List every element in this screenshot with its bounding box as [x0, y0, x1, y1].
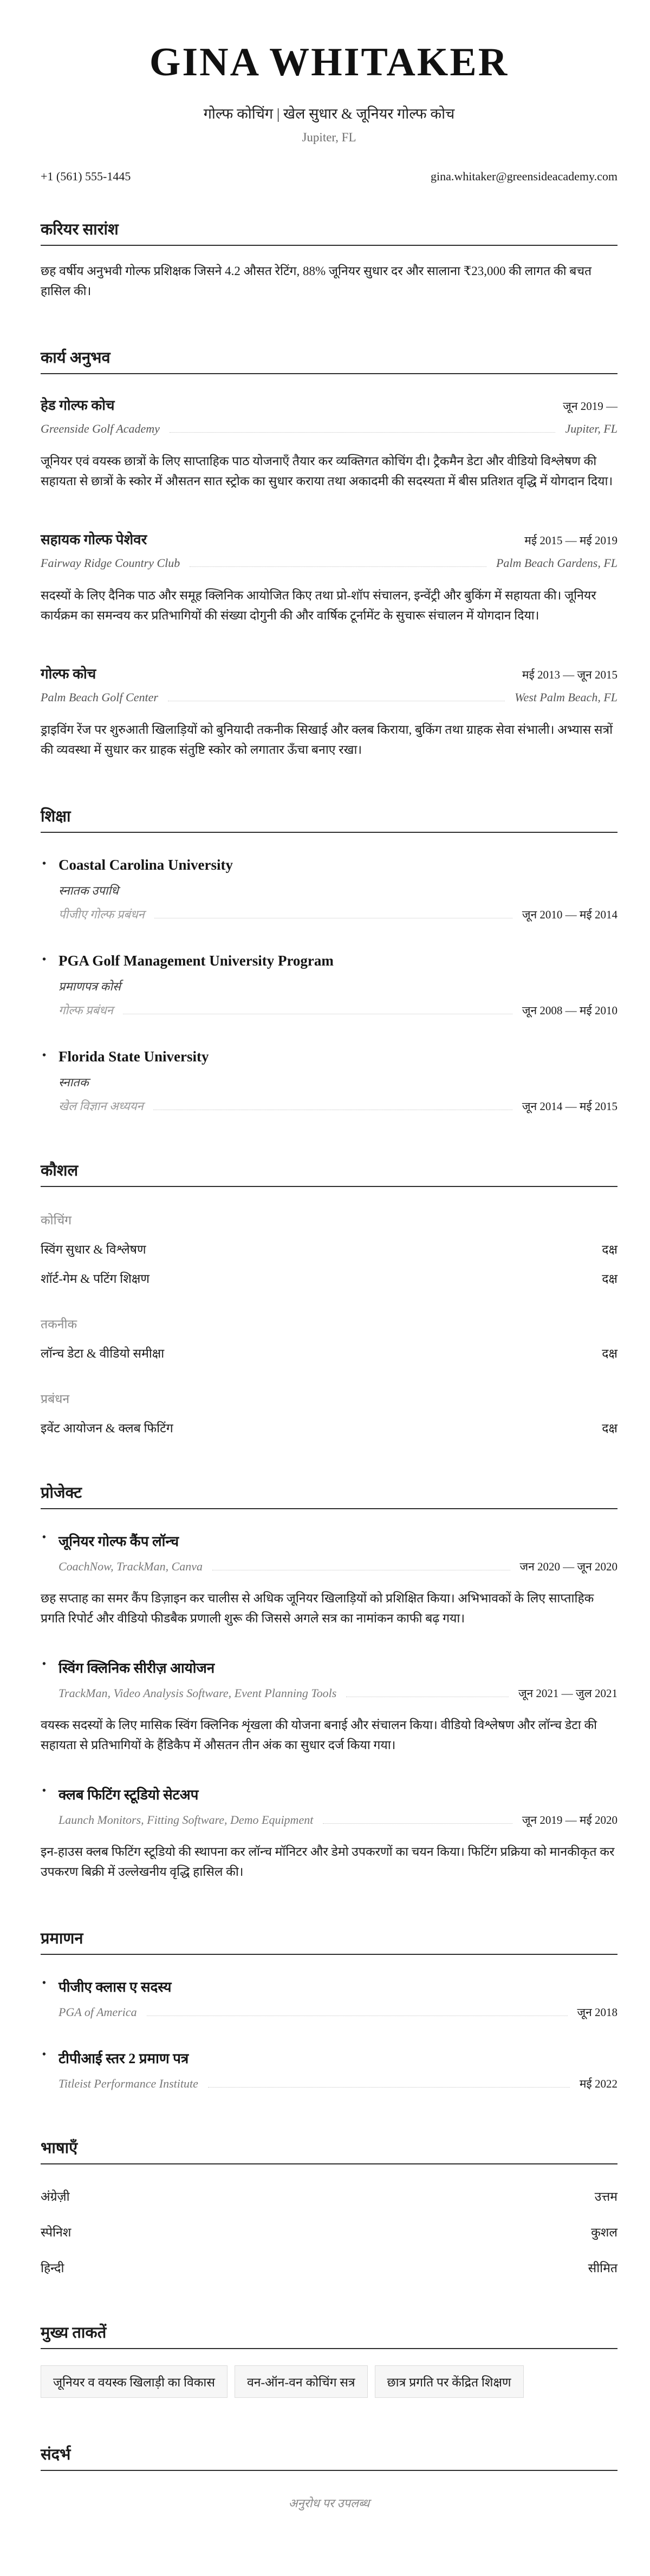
job-company-row [41, 556, 618, 570]
degree: स्नातक उपाधि [58, 884, 119, 897]
certification-date: मई 2022 [579, 2077, 618, 2090]
job-title-row [41, 395, 618, 414]
language-name: स्पेनिश [41, 2226, 72, 2239]
project-description: वयस्क सदस्यों के लिए मासिक स्विंग क्लिनिक शृंखला की योजना बनाई और संचालन किया। वीडियो विश्लेषण और लॉन्च डेटा की सहायता से प्रतिभागियों के हैंडिकैप में औसतन तीन अंक का सुधार दर्ज किया गया। [41, 1718, 597, 1752]
references-heading: संदर्भ [41, 2446, 71, 2463]
section-skills [41, 1159, 618, 1436]
company-name: Greenside Golf Academy [41, 422, 160, 435]
resume-page [0, 42, 650, 2576]
person-city: Jupiter, FL [302, 131, 356, 144]
dotted-leader [170, 432, 556, 433]
education-dates: जून 2010 — मई 2014 [522, 908, 618, 921]
education-heading: शिक्षा [41, 808, 71, 825]
skill-level: दक्ष [602, 1347, 618, 1360]
language-name: हिन्दी [41, 2261, 64, 2275]
section-rule [41, 373, 618, 374]
dotted-leader [190, 566, 486, 567]
job-title: हेड गोल्फ कोच [41, 397, 115, 413]
job-company-row [41, 422, 618, 436]
projects-heading: प्रोजेक्ट [41, 1484, 82, 1502]
education-dates: जून 2014 — मई 2015 [522, 1100, 618, 1113]
languages-heading: भाषाएँ [41, 2140, 78, 2157]
section-education [41, 805, 618, 1114]
section-summary [41, 218, 618, 301]
section-rule [41, 245, 618, 246]
section-certifications [41, 1927, 618, 2091]
project-description: इन-हाउस क्लब फिटिंग स्टूडियो की स्थापना कर लॉन्च मॉनिटर और डेमो उपकरणों का चयन किया। फिटिंग प्रक्रिया को मानकीकृत कर उपकरण बिक्री में उल्लेखनीय वृद्धि हासिल की। [41, 1845, 615, 1879]
field-of-study: पीजीए गोल्फ प्रबंधन [58, 908, 145, 921]
skill-name: शॉर्ट-गेम & पटिंग शिक्षण [41, 1272, 150, 1286]
project-description: छह सप्ताह का समर कैंप डिज़ाइन कर चालीस से अधिक जूनियर खिलाड़ियों को प्रशिक्षित किया। अभिभावकों के लिए साप्ताहिक प्रगति रिपोर्ट और वीडियो फीडबैक प्रणाली शुरू की जिससे अगले सत्र का नामांकन काफी बढ़ गया। [41, 1592, 594, 1625]
section-experience [41, 347, 618, 760]
section-references [41, 2443, 618, 2511]
skill-level: दक्ष [602, 1421, 618, 1435]
job-entry [41, 395, 618, 491]
project-dates: जन 2020 — जून 2020 [519, 1560, 618, 1573]
job-title: गोल्फ कोच [41, 666, 96, 682]
project-tools-row [41, 1812, 618, 1828]
skill-name: इवेंट आयोजन & क्लब फिटिंग [41, 1421, 173, 1435]
skill-row [41, 1240, 618, 1257]
company-name: Fairway Ridge Country Club [41, 556, 180, 570]
skill-level: दक्ष [602, 1272, 618, 1286]
project-tools-row [41, 1559, 618, 1574]
section-rule [41, 832, 618, 833]
job-dates: मई 2015 — मई 2019 [524, 534, 618, 547]
strength-pill: वन-ऑन-वन कोचिंग सत्र [235, 2365, 368, 2398]
degree: प्रमाणपत्र कोर्स [58, 980, 121, 993]
certifications-heading: प्रमाणन [41, 1930, 83, 1947]
references-note: अनुरोध पर उपलब्ध [288, 2496, 370, 2510]
strengths-heading: मुख्य ताकतें [41, 2324, 107, 2342]
job-description: ड्राइविंग रेंज पर शुरुआती खिलाड़ियों को बुनियादी तकनीक सिखाई और क्लब किराया, बुकिंग तथा ग्राहक सेवा संभाली। अभ्यास सत्रों की व्यवस्था में सुधार कर ग्राहक संतुष्टि स्कोर को लगातार ऊँचा बनाए रखा। [41, 723, 613, 757]
dotted-leader [208, 2087, 570, 2088]
education-dates: जून 2008 — मई 2010 [522, 1004, 618, 1017]
school-name: • Coastal Carolina University [41, 857, 618, 873]
certification-issuer-row [41, 2005, 618, 2020]
school-name: • Florida State University [41, 1048, 618, 1065]
job-dates: जून 2019 — [563, 400, 618, 413]
skill-category: प्रबंधन [41, 1392, 70, 1406]
project-tools-row [41, 1686, 618, 1701]
language-row [41, 2187, 618, 2205]
section-rule [41, 1508, 618, 1509]
strength-pills [41, 2365, 618, 2398]
education-entry [41, 857, 618, 922]
section-rule [41, 2470, 618, 2471]
education-entry [41, 953, 618, 1018]
section-rule [41, 2348, 618, 2349]
section-projects [41, 1482, 618, 1882]
project-entry [41, 1784, 618, 1882]
skill-row [41, 1344, 618, 1361]
experience-heading: कार्य अनुभव [41, 349, 110, 367]
job-description: जूनियर एवं वयस्क छात्रों के लिए साप्ताहिक पाठ योजनाएँ तैयार कर व्यक्तिगत कोचिंग दी। ट्रैकमैन डेटा और वीडियो विश्लेषण की सहायता से छात्रों के स्कोर में औसतन सात स्ट्रोक का सुधार कराया तथा अकादमी की सदस्यता में बीस प्रतिशत वृद्धि में योगदान दिया। [41, 454, 613, 488]
company-name: Palm Beach Golf Center [41, 690, 158, 704]
project-dates: जून 2021 — जुल 2021 [518, 1687, 618, 1700]
project-tools: TrackMan, Video Analysis Software, Event Planning Tools [58, 1686, 337, 1700]
field-of-study: खेल विज्ञान अध्ययन [58, 1099, 144, 1113]
language-level: सीमित [588, 2261, 618, 2275]
project-title: • क्लब फिटिंग स्टूडियो सेटअप [41, 1784, 618, 1804]
section-strengths [41, 2321, 618, 2398]
job-dates: मई 2013 — जून 2015 [522, 668, 618, 681]
project-tools: CoachNow, TrackMan, Canva [58, 1560, 203, 1573]
field-row [41, 1002, 618, 1018]
certification-entry [41, 2048, 618, 2091]
language-row [41, 2259, 618, 2276]
education-entry [41, 1048, 618, 1114]
skill-name: लॉन्च डेटा & वीडियो समीक्षा [41, 1347, 165, 1360]
language-level: कुशल [591, 2226, 618, 2239]
school-name: • PGA Golf Management University Program [41, 953, 618, 969]
skill-row [41, 1269, 618, 1287]
skill-name: स्विंग सुधार & विश्लेषण [41, 1243, 146, 1256]
field-of-study: गोल्फ प्रबंधन [58, 1003, 113, 1017]
phone-number: +1 (561) 555-1445 [41, 169, 131, 183]
job-title-row [41, 663, 618, 683]
company-location: Jupiter, FL [565, 422, 618, 435]
section-rule [41, 2163, 618, 2164]
certification-date: जून 2018 [577, 2006, 618, 2019]
section-rule [41, 1954, 618, 1955]
degree: स्नातक [58, 1075, 89, 1089]
strength-pill: छात्र प्रगति पर केंद्रित शिक्षण [375, 2365, 524, 2398]
dotted-leader [323, 1823, 512, 1824]
person-subtitle: गोल्फ कोचिंग | खेल सुधार & जूनियर गोल्फ कोच [203, 106, 455, 122]
language-level: उत्तम [594, 2190, 618, 2203]
person-name: GINA WHITAKER [149, 40, 509, 84]
certification-title: • टीपीआई स्तर 2 प्रमाण पत्र [41, 2048, 618, 2068]
section-rule [41, 1186, 618, 1187]
skill-level: दक्ष [602, 1243, 618, 1256]
field-row [41, 1098, 618, 1114]
company-location: Palm Beach Gardens, FL [496, 556, 618, 570]
skill-category: तकनीक [41, 1318, 77, 1331]
certification-issuer: PGA of America [58, 2005, 137, 2019]
job-title: सहायक गोल्फ पेशेवर [41, 532, 147, 547]
project-dates: जून 2019 — मई 2020 [522, 1814, 618, 1827]
project-title: • जूनियर गोल्फ कैंप लॉन्च [41, 1531, 618, 1550]
company-location: West Palm Beach, FL [515, 690, 618, 704]
skills-heading: कौशल [41, 1162, 79, 1179]
job-entry [41, 529, 618, 625]
project-title: • स्विंग क्लिनिक सीरीज़ आयोजन [41, 1658, 618, 1677]
job-entry [41, 663, 618, 760]
certification-entry [41, 1977, 618, 2020]
skill-row [41, 1419, 618, 1436]
language-name: अंग्रेज़ी [41, 2190, 70, 2203]
job-description: सदस्यों के लिए दैनिक पाठ और समूह क्लिनिक आयोजित किए तथा प्रो-शॉप संचालन, इन्वेंट्री और बुकिंग में सहायता की। जूनियर कार्यक्रम का समन्वय कर प्रतिभागियों की संख्या दोगुनी की और वार्षिक टूर्नामेंट के सुचारू संचालन में योगदान दिया। [41, 589, 596, 622]
certification-title: • पीजीए क्लास ए सदस्य [41, 1977, 618, 1996]
language-row [41, 2223, 618, 2240]
email-address: gina.whitaker@greensideacademy.com [430, 169, 618, 183]
section-languages [41, 2137, 618, 2276]
project-entry [41, 1531, 618, 1628]
skill-category: कोचिंग [41, 1214, 72, 1227]
project-tools: Launch Monitors, Fitting Software, Demo Equipment [58, 1813, 314, 1827]
certification-issuer-row [41, 2076, 618, 2091]
job-title-row [41, 529, 618, 549]
field-row [41, 906, 618, 922]
certification-issuer: Titleist Performance Institute [58, 2077, 198, 2090]
strength-pill: जूनियर व वयस्क खिलाड़ी का विकास [41, 2365, 227, 2398]
job-company-row [41, 690, 618, 705]
contact-row [41, 169, 618, 184]
project-entry [41, 1658, 618, 1755]
summary-heading: करियर सारांश [41, 221, 119, 238]
summary-text: छह वर्षीय अनुभवी गोल्फ प्रशिक्षक जिसने 4.2 औसत रेटिंग, 88% जूनियर सुधार दर और सालाना ₹23,000 की लागत की बचत हासिल की। [41, 264, 592, 298]
